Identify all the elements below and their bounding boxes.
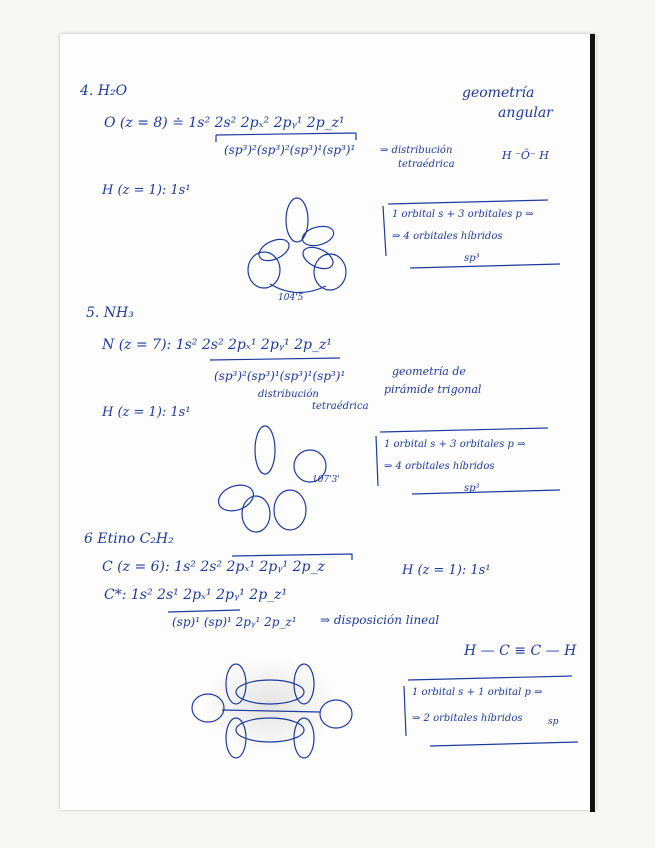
nh3-orbital-diagram [215,426,326,532]
s4-box-bottom-line [410,264,560,268]
s4-box-left-bar [383,206,386,256]
s4-hydrogen-config: H (z = 1): 1s¹ [102,183,191,198]
s6-excited-carbon: C*: 1s² 2s¹ 2pₓ¹ 2pᵧ¹ 2p_z¹ [104,587,288,603]
s5-distribution-1: distribución [258,389,319,400]
s4-distribution-1: ⇒ distribución [380,145,453,156]
s6-hydrogen-config: H (z = 1): 1s¹ [402,563,491,578]
s4-hybrid-orbitals: (sp³)²(sp³)²(sp³)¹(sp³)¹ [224,143,356,157]
s5-distribution-2: tetraédrica [312,401,369,412]
s6-config-overline [232,554,352,560]
s4-box-line-3: sp³ [464,253,480,264]
s6-carbon-config: C (z = 6): 1s² 2s² 2pₓ¹ 2pᵧ¹ 2p_z [102,559,325,575]
s4-bond-angle: 104'5 [278,293,304,303]
s5-bond-angle: 107'3' [312,475,340,485]
s4-water-molecule: H ⁻Ō⁻ H [502,149,549,162]
s6-disposition: ⇒ disposición lineal [320,613,440,627]
section-6-title: 6 Etino C₂H₂ [84,531,174,547]
s6-box-left-bar [404,686,406,736]
s5-box-line-3: sp³ [464,483,480,494]
s6-hybrid-orbitals: (sp)¹ (sp)¹ 2pᵧ¹ 2p_z¹ [172,615,297,629]
s4-box-line-2: ⇒ 4 orbitales híbridos [392,231,503,242]
s4-geometry-label-2: angular [498,105,553,121]
c2h2-orbital-diagram [192,664,352,758]
h2o-orbital-diagram [248,198,346,293]
section-5-title: 5. NH₃ [86,305,134,321]
s5-hydrogen-config: H (z = 1): 1s¹ [102,405,191,420]
s5-box-line-2: ⇒ 4 orbitales híbridos [384,461,495,472]
s4-distribution-2: tetraédrica [398,159,455,170]
s6-ethyne-molecule: H — C ≡ C — H [464,643,577,659]
s5-box-left-bar [376,436,378,486]
s6-box-bottom-line [430,742,578,746]
s4-geometry-label-1: geometría [462,85,535,101]
s5-config-underline [210,358,340,360]
s6-box-line-3: sp [548,717,559,727]
s6-excited-underline [168,610,240,612]
s5-geometry-label-1: geometría de [392,365,466,378]
s6-box-line-1: 1 orbital s + 1 orbital p ⇒ [412,687,543,698]
s5-box-bottom-line [412,490,560,494]
s4-config-underline [216,133,356,135]
s5-box-line-1: 1 orbital s + 3 orbitales p ⇒ [384,439,526,450]
s6-box-line-2: ⇒ 2 orbitales híbridos [412,713,523,724]
s5-hybrid-orbitals: (sp³)²(sp³)¹(sp³)¹(sp³)¹ [214,369,346,383]
s4-box-line-1: 1 orbital s + 3 orbitales p ⇒ [392,209,534,220]
s5-box-top-line [380,428,548,432]
s5-nitrogen-config: N (z = 7): 1s² 2s² 2pₓ¹ 2pᵧ¹ 2p_z¹ [102,337,332,353]
s5-geometry-label-2: pirámide trigonal [384,383,482,396]
s6-box-top-line [408,676,572,680]
section-4-title: 4. H₂O [80,83,128,99]
s4-box-top-line [388,200,548,204]
s4-oxygen-config: O (z = 8) ≐ 1s² 2s² 2pₓ² 2pᵧ¹ 2p_z¹ [104,115,345,131]
